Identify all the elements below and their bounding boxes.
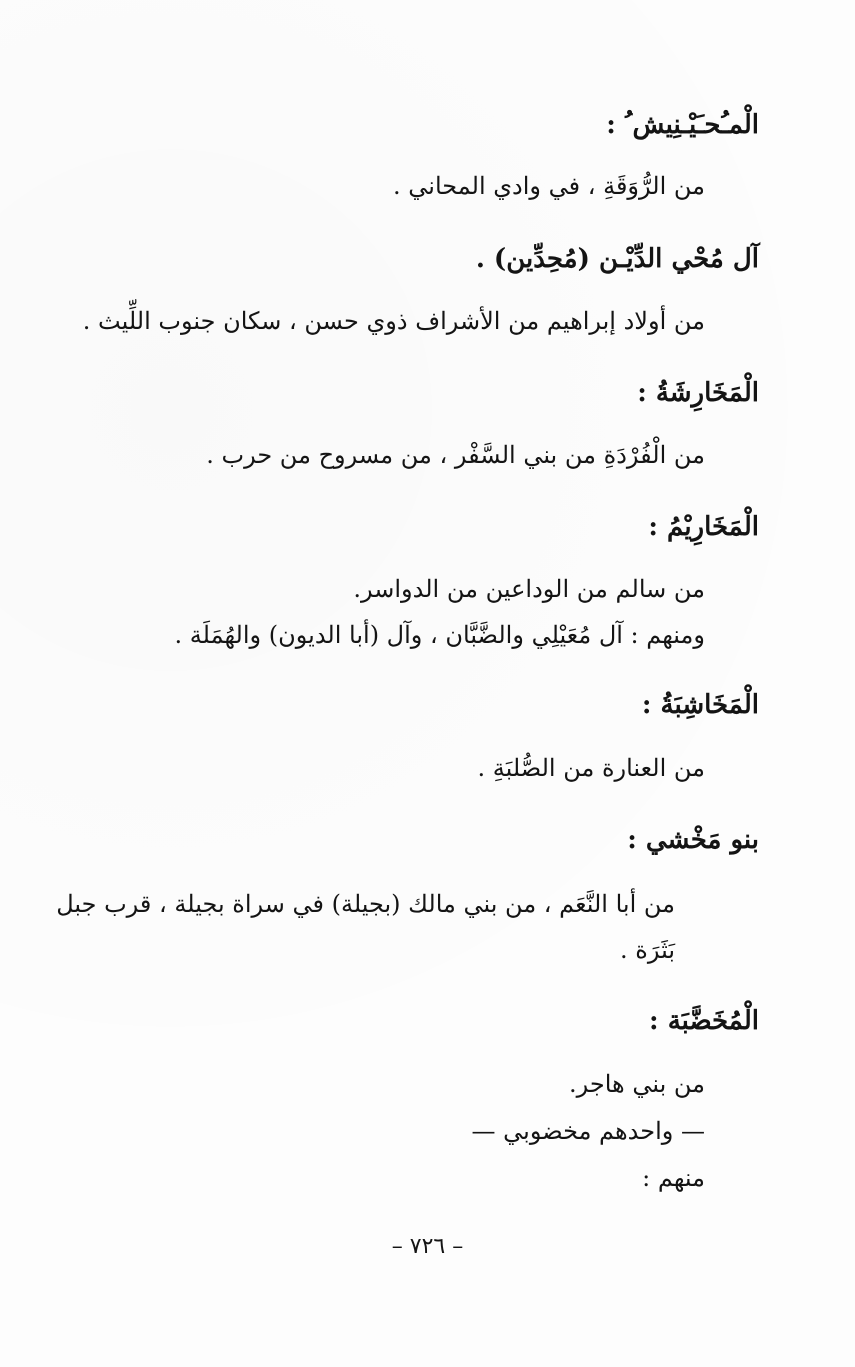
entry-text-makharisha: من الْفُرْدَةِ من بني السَّفْر ، من مسروح من حرب . (206, 441, 705, 469)
entry-text-makhashiba: من العنارة من الصُّلبَةِ . (477, 754, 705, 782)
entry-heading-makharim: الْمَخَارِيْمُ : (648, 512, 759, 542)
entry-text-al-muhyi-addin: من أولاد إبراهيم من الأشراف ذوي حسن ، سكان جنوب اللِّيث . (82, 307, 705, 335)
entry-text-mukhaddaba-1: من بني هاجر. (569, 1070, 705, 1098)
entry-heading-al-muhyi-addin: آل مُحْي الدِّيْـن (مُحِدِّين) . (475, 244, 759, 274)
page-number: – ٧٢٦ – (391, 1234, 464, 1259)
entry-heading-mukhaddaba: الْمُخَضَّبَة : (649, 1006, 759, 1036)
entry-text-makharim-2: ومنهم : آل مُعَيْلِي والضَّبَّان ، وآل (أبا الديون) والهُمَلَة . (174, 621, 705, 649)
entry-text-mukhaddaba-2: — واحدهم مخضوبي — (471, 1117, 705, 1145)
entry-heading-makharisha: الْمَخَارِشَةُ : (637, 378, 759, 408)
entry-text-bano-makhshi-2: بَثَرَة . (620, 936, 675, 964)
entry-text-bano-makhshi-1: من أبا النَّعَم ، من بني مالك (بجيلة) في سراة بجيلة ، قرب جبل (56, 890, 675, 918)
entry-heading-bano-makhshi: بنو مَخْشي : (627, 825, 759, 855)
entry-text-muhaynish: من الرُّوَقَةِ ، في وادي المحاني . (393, 172, 705, 200)
entry-heading-makhashiba: الْمَخَاشِبَةُ : (641, 690, 759, 720)
entry-heading-muhaynish: الْمـُحـَيْـنِيش ُ : (606, 110, 759, 140)
entry-text-makharim-1: من سالم من الوداعين من الدواسر. (353, 575, 705, 603)
entry-text-mukhaddaba-3: منهم : (642, 1164, 705, 1192)
